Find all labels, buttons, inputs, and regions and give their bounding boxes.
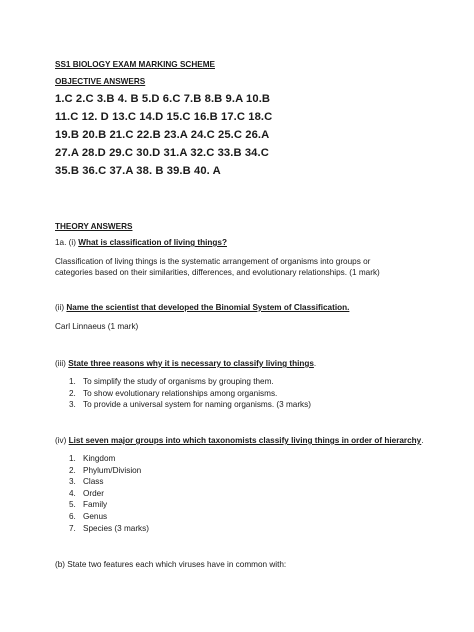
question-1b: (b) State two features each which viruses have in common with:: [55, 560, 287, 569]
question-1a-iv-suffix: .: [421, 436, 424, 445]
group-6: Genus: [83, 511, 108, 521]
question-1a-ii: [55, 303, 349, 313]
answer-1a-ii: Carl Linnaeus (1 mark): [55, 322, 139, 331]
group-5: Family: [83, 500, 108, 510]
group-2: Phylum/Division: [83, 465, 142, 475]
objective-answers-line-4: 27.A 28.D 29.C 30.D 31.A 32.C 33.B 34.C: [55, 147, 269, 159]
question-1a-iii-text: State three reasons why it is necessary to classify living things: [68, 359, 314, 368]
list-item: 5. Family: [69, 500, 108, 510]
reason-3: To provide a universal system for naming organisms. (3 marks): [83, 400, 311, 410]
question-1a-iv-text: List seven major groups into which taxonomists classify living things in order of hierarchy: [68, 436, 422, 445]
list-item: 4. Order: [69, 488, 104, 498]
question-1a-iv-prefix: (iv): [55, 436, 69, 445]
list-item: 6. Genus: [69, 511, 108, 521]
list-item: 3. Class: [69, 477, 104, 487]
objective-answers-line-1: 1.C 2.C 3.B 4. B 5.D 6.C 7.B 8.B 9.A 10.B: [55, 93, 271, 105]
question-1a-iii: [55, 359, 316, 369]
theory-heading: THEORY ANSWERS: [55, 222, 133, 231]
list-item: 7. Species (3 marks): [69, 523, 149, 533]
objective-heading: OBJECTIVE ANSWERS: [55, 77, 146, 86]
reasons-list: [69, 377, 311, 412]
question-1a-iii-prefix: (iii): [55, 359, 69, 368]
document-title: SS1 BIOLOGY EXAM MARKING SCHEME: [55, 60, 215, 69]
question-1a-ii-prefix: (ii): [55, 303, 67, 312]
objective-answers-line-3: 19.B 20.B 21.C 22.B 23.A 24.C 25.C 26.A: [55, 129, 270, 141]
objective-answers-line-2: 11.C 12. D 13.C 14.D 15.C 16.B 17.C 18.C: [55, 111, 273, 123]
group-7: Species (3 marks): [83, 523, 149, 533]
list-item: 2. Phylum/Division: [69, 465, 142, 475]
group-3: Class: [83, 477, 104, 487]
question-1a-ii-text: Name the scientist that developed the Binomial System of Classification.: [66, 303, 350, 312]
list-item: 3. To provide a universal system for naming organisms. (3 marks): [69, 400, 311, 410]
list-item: 1. Kingdom: [69, 454, 116, 463]
question-1a-i-text: What is classification of living things?: [78, 238, 227, 247]
list-item: 2. To show evolutionary relationships among organisms.: [69, 388, 278, 398]
group-4: Order: [83, 488, 104, 498]
group-1: Kingdom: [83, 454, 116, 463]
question-1a-iv: [55, 436, 424, 446]
question-1a-i-prefix: 1a. (i): [55, 238, 79, 247]
question-1a-iii-suffix: .: [313, 359, 317, 368]
reason-2: To show evolutionary relationships among organisms.: [83, 388, 278, 398]
objective-answers-line-5: 35.B 36.C 37.A 38. B 39.B 40. A: [55, 165, 221, 177]
hierarchy-list: [69, 454, 149, 535]
question-1a-i: [55, 238, 227, 248]
list-item: 1. To simplify the study of organisms by grouping them.: [69, 377, 274, 386]
reason-1: To simplify the study of organisms by grouping them.: [83, 377, 274, 386]
answer-1a-i: Classification of living things is the systematic arrangement of organisms into groups or categories based on their similarities, differences, and evolutionary relationships. (1 mark): [55, 257, 380, 277]
